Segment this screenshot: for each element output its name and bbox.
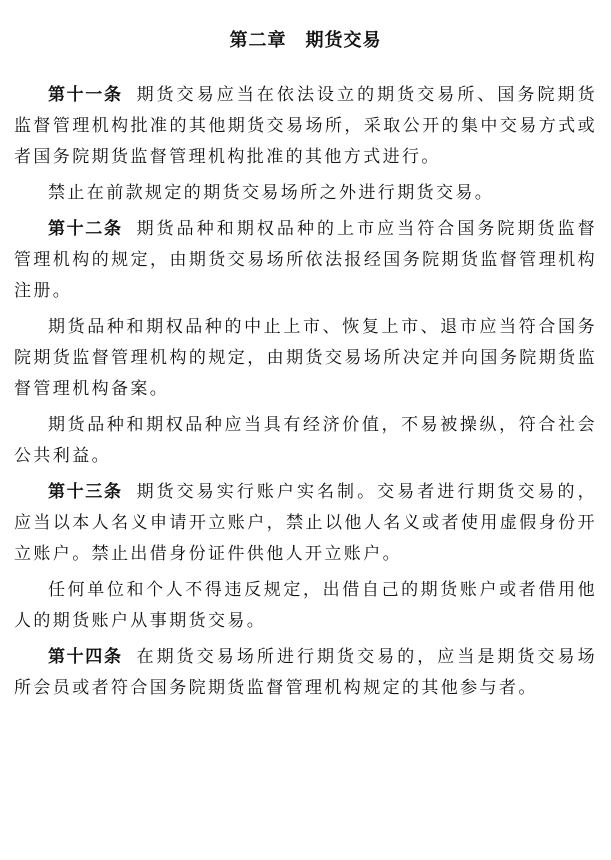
paragraph-article-12-clause-3	[14, 410, 597, 472]
paragraph-text: 期货交易应当在依法设立的期货交易所、国务院期货监督管理机构批准的其他期货交易场所，采取公开的集中交易方式或者国务院期货监督管理机构批准的其他方式进行。	[14, 85, 598, 167]
article-number: 第十二条	[48, 219, 123, 239]
paragraph-text: 任何单位和个人不得违反规定，出借自己的期货账户或者借用他人的期货账户从事期货交易。	[14, 580, 597, 631]
paragraph-article-12	[14, 214, 597, 307]
paragraph-article-11	[14, 80, 597, 173]
paragraph-article-11-clause-2	[14, 178, 597, 209]
paragraph-article-13	[14, 477, 597, 570]
article-number: 第十四条	[48, 647, 123, 667]
paragraph-article-13-clause-2	[14, 575, 597, 637]
chapter-title: 第二章 期货交易	[229, 30, 382, 51]
paragraph-article-12-clause-2	[14, 312, 597, 405]
paragraph-text: 禁止在前款规定的期货交易场所之外进行期货交易。	[48, 183, 495, 203]
article-number: 第十一条	[48, 85, 123, 105]
paragraph-text: 在期货交易场所进行期货交易的，应当是期货交易场所会员或者符合国务院期货监督管理机构规定的其他参与者。	[14, 647, 598, 698]
paragraph-text: 期货品种和期权品种的上市应当符合国务院期货监督管理机构的规定，由期货交易场所依法报经国务院期货监督管理机构注册。	[14, 219, 598, 301]
paragraph-article-14	[14, 642, 597, 704]
paragraph-text: 期货品种和期权品种的中止上市、恢复上市、退市应当符合国务院期货监督管理机构的规定，由期货交易场所决定并向国务院期货监督管理机构备案。	[14, 317, 597, 399]
paragraph-text: 期货交易实行账户实名制。交易者进行期货交易的，应当以本人名义申请开立账户，禁止以他人名义或者使用虚假身份开立账户。禁止出借身份证件供他人开立账户。	[14, 482, 598, 564]
article-number: 第十三条	[48, 482, 123, 502]
paragraph-text: 期货品种和期权品种应当具有经济价值，不易被操纵，符合社会公共利益。	[14, 415, 597, 466]
